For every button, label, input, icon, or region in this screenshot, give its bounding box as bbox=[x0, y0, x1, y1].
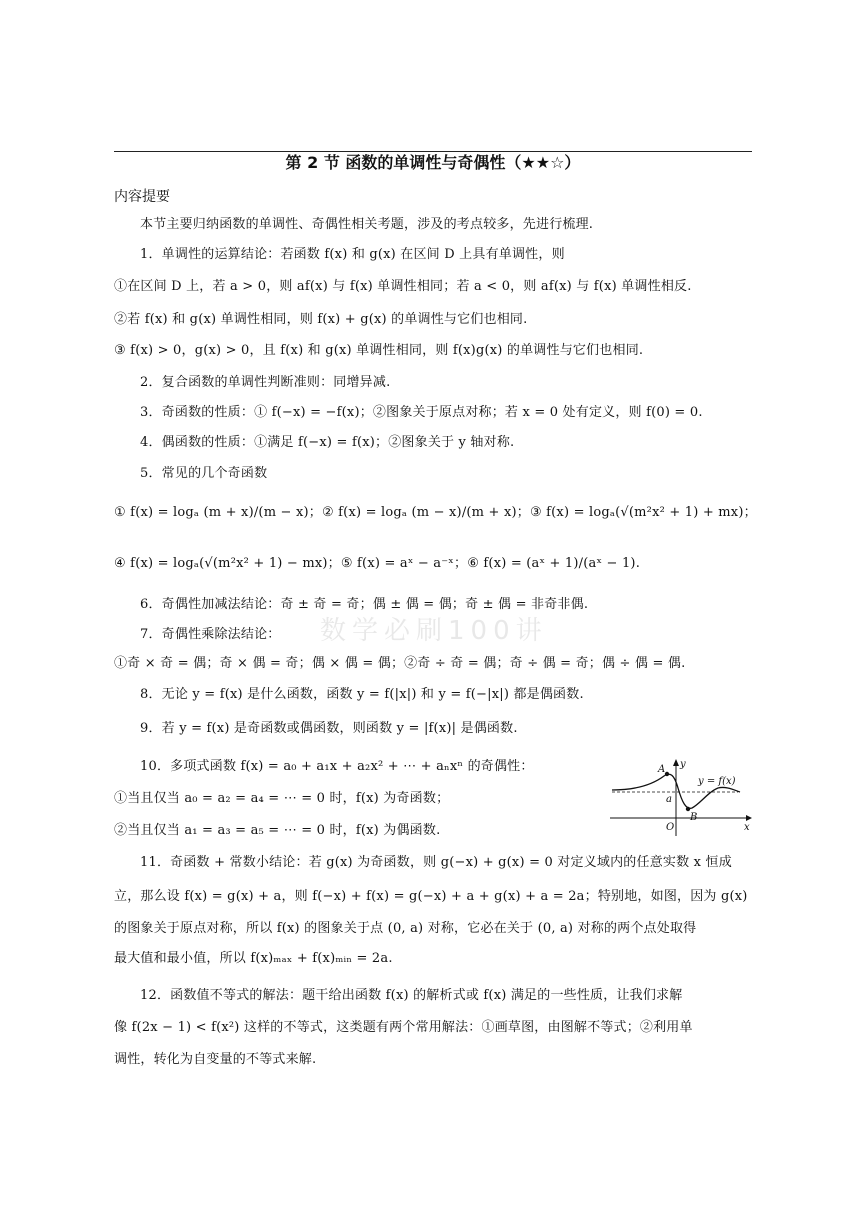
text-line: 9．若 y = f(x) 是奇函数或偶函数，则函数 y = |f(x)| 是偶函数. bbox=[140, 721, 518, 736]
text-line: 4．偶函数的性质：①满足 f(−x) = f(x)；②图象关于 y 轴对称. bbox=[140, 435, 515, 450]
text-line: ③ f(x) > 0，g(x) > 0，且 f(x) 和 g(x) 单调性相同，则 f(x)g(x) 的单调性与它们也相同. bbox=[114, 343, 644, 358]
text-line: 最大值和最小值，所以 f(x)ₘₐₓ + f(x)ₘᵢₙ = 2a. bbox=[114, 951, 393, 966]
watermark-text: 数学必刷100讲 bbox=[320, 616, 548, 646]
formula-line: ① f(x) = logₐ (m + x)/(m − x)；② f(x) = logₐ (m − x)/(m + x)；③ f(x) = logₐ(√(m²x² + 1) + mx)； bbox=[114, 505, 757, 520]
text-line: 8．无论 y = f(x) 是什么函数，函数 y = f(|x|) 和 y = f(−|x|) 都是偶函数. bbox=[140, 687, 584, 702]
y-axis-label: y bbox=[680, 759, 686, 770]
point-a-label: A bbox=[658, 764, 666, 775]
text-line: 像 f(2x − 1) < f(x²) 这样的不等式，这类题有两个常用解法：①画草图，由图解不等式；②利用单 bbox=[114, 1020, 693, 1035]
point-b-label: B bbox=[690, 812, 698, 823]
point-a-marker bbox=[665, 772, 669, 776]
curve-label: y = f(x) bbox=[698, 776, 736, 787]
content-summary-heading: 内容提要 bbox=[114, 189, 170, 205]
text-line: ①当且仅当 a₀ = a₂ = a₄ = ⋯ = 0 时，f(x) 为奇函数； bbox=[114, 791, 450, 806]
formula-line: ④ f(x) = logₐ(√(m²x² + 1) − mx)；⑤ f(x) = aˣ − a⁻ˣ；⑥ f(x) = (aˣ + 1)/(aˣ − 1). bbox=[114, 556, 641, 571]
text-line: 调性，转化为自变量的不等式来解. bbox=[114, 1052, 317, 1067]
y-axis-arrow-icon bbox=[673, 759, 679, 766]
text-line: 12．函数值不等式的解法：题干给出函数 f(x) 的解析式或 f(x) 满足的一些性质，让我们求解 bbox=[140, 988, 683, 1003]
section-title: 第 2 节 函数的单调性与奇偶性（★★☆） bbox=[285, 153, 581, 172]
text-line: 立，那么设 f(x) = g(x) + a，则 f(−x) + f(x) = g(−x) + a + g(x) + a = 2a；特别地，如图，因为 g(x) bbox=[114, 889, 748, 904]
text-line: ①奇 × 奇 = 偶；奇 × 偶 = 奇；偶 × 偶 = 偶；②奇 ÷ 奇 = 偶；奇 ÷ 偶 = 奇；偶 ÷ 偶 = 偶. bbox=[114, 656, 686, 671]
text-line: 的图象关于原点对称，所以 f(x) 的图象关于点 (0, a) 对称，它必在关于 (0, a) 对称的两个点处取得 bbox=[114, 921, 697, 936]
text-line: 6．奇偶性加减法结论：奇 ± 奇 = 奇；偶 ± 偶 = 偶；奇 ± 偶 = 非奇非偶. bbox=[140, 597, 589, 612]
text-line: 本节主要归纳函数的单调性、奇偶性相关考题，涉及的考点较多，先进行梳理. bbox=[140, 217, 594, 232]
text-line: 5．常见的几个奇函数 bbox=[140, 466, 268, 481]
symmetry-figure bbox=[608, 758, 752, 838]
text-line: 2．复合函数的单调性判断准则：同增异减. bbox=[140, 375, 391, 390]
text-line: 11．奇函数 + 常数小结论：若 g(x) 为奇函数，则 g(−x) + g(x) = 0 对定义域内的任意实数 x 恒成 bbox=[140, 855, 732, 870]
intercept-label: a bbox=[666, 794, 672, 805]
text-line: 3．奇函数的性质：① f(−x) = −f(x)；②图象关于原点对称；若 x = 0 处有定义，则 f(0) = 0. bbox=[140, 405, 703, 420]
text-line: ①在区间 D 上，若 a > 0，则 af(x) 与 f(x) 单调性相同；若 a < 0，则 af(x) 与 f(x) 单调性相反. bbox=[114, 279, 692, 294]
text-line: ②当且仅当 a₁ = a₃ = a₅ = ⋯ = 0 时，f(x) 为偶函数. bbox=[114, 823, 441, 838]
x-axis-label: x bbox=[744, 822, 750, 833]
text-line: ②若 f(x) 和 g(x) 单调性相同，则 f(x) + g(x) 的单调性与它们也相同. bbox=[114, 312, 528, 327]
text-line: 7．奇偶性乘除法结论： bbox=[140, 627, 281, 642]
text-line: 1．单调性的运算结论：若函数 f(x) 和 g(x) 在区间 D 上具有单调性，则 bbox=[140, 247, 565, 262]
x-axis-arrow-icon bbox=[746, 815, 752, 821]
text-line: 10．多项式函数 f(x) = a₀ + a₁x + a₂x² + ⋯ + aₙxⁿ 的奇偶性： bbox=[140, 759, 534, 774]
origin-label: O bbox=[666, 822, 675, 833]
point-b-marker bbox=[686, 807, 690, 811]
